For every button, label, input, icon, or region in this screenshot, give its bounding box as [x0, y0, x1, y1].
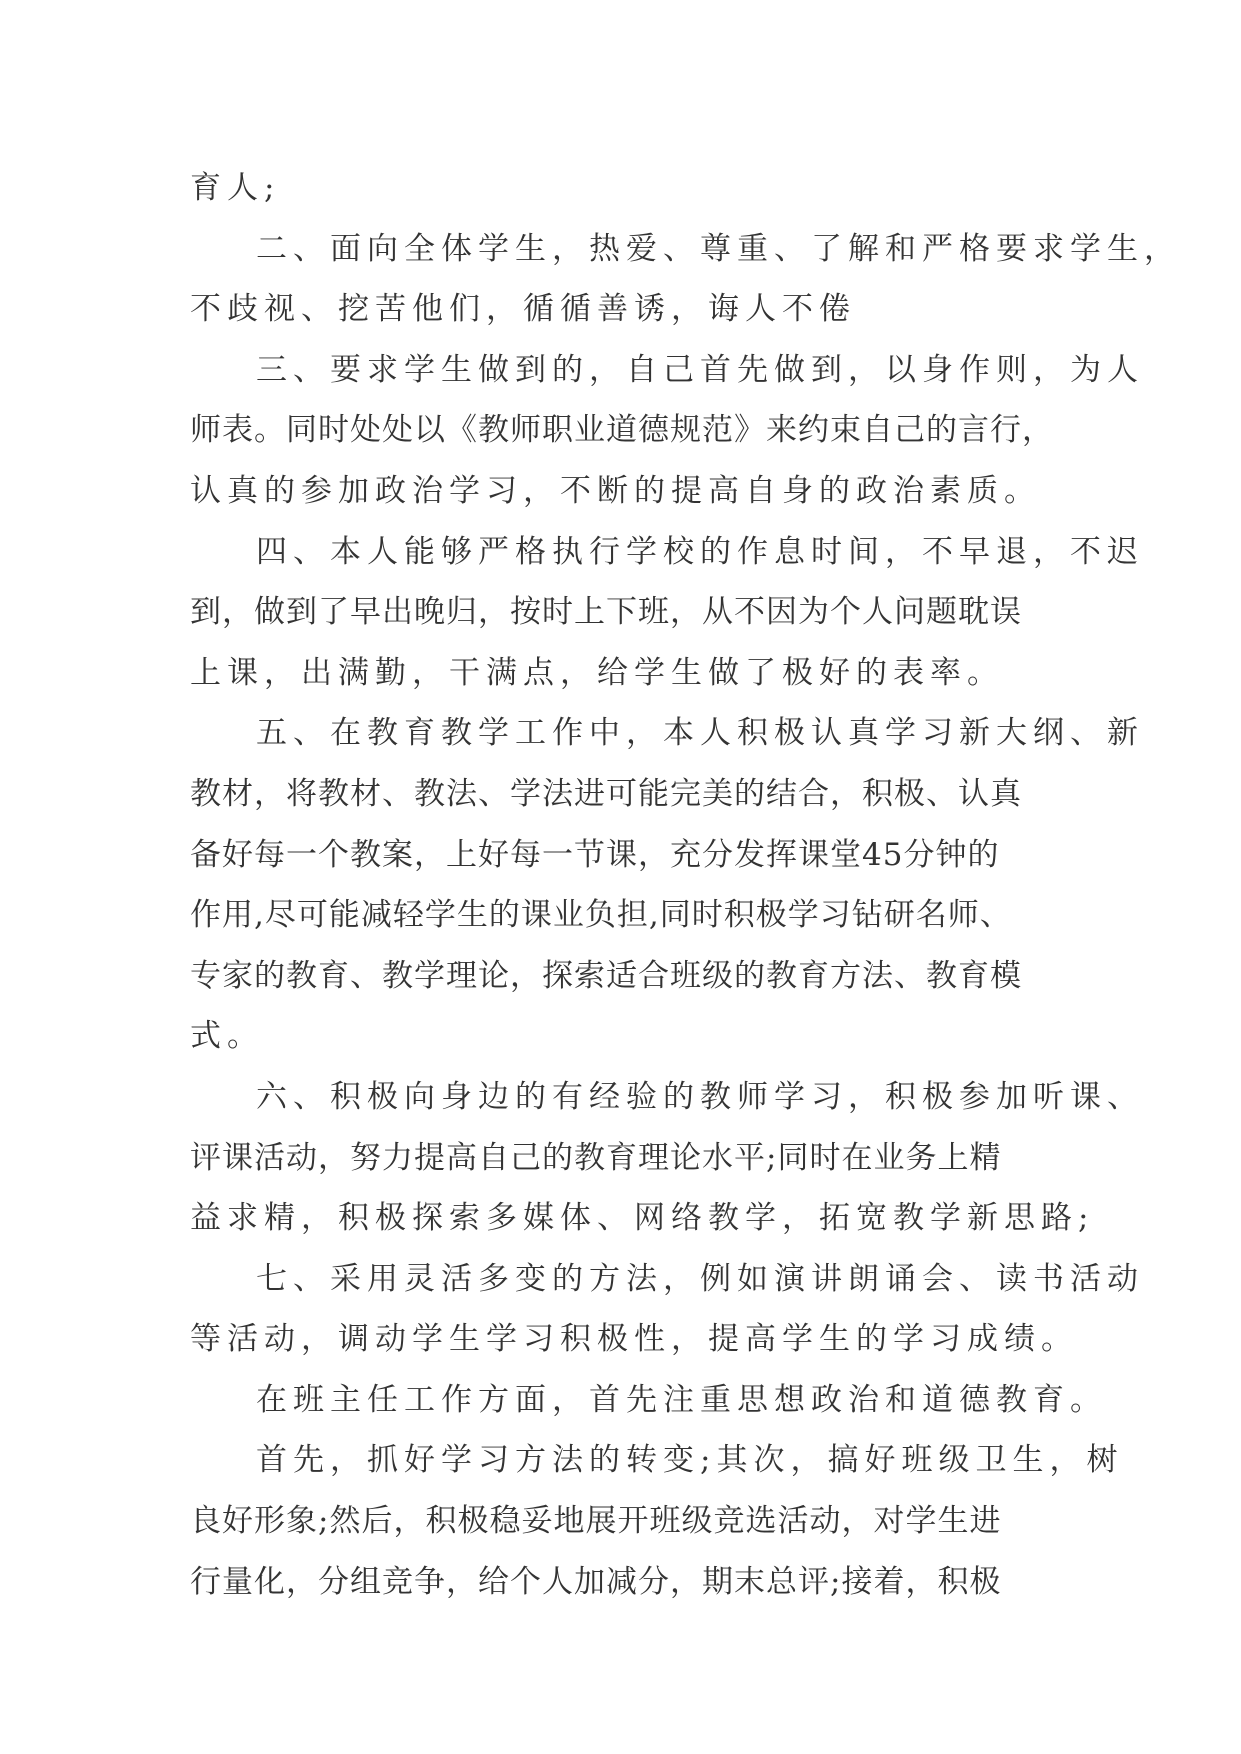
text-line: 益求精，积极探索多媒体、网络教学，拓宽教学新思路;	[190, 1200, 1095, 1237]
text-line: 认真的参加政治学习，不断的提高自身的政治素质。	[190, 472, 1041, 509]
paragraph-5-line-1: 五、在教育教学工作中，本人积极认真学习新大纲、新	[256, 715, 1144, 752]
text-line: 等活动，调动学生学习积极性，提高学生的学习成绩。	[190, 1321, 1078, 1358]
text-line: 良好形象;然后，积极稳妥地展开班级竞选活动，对学生进	[190, 1503, 1002, 1540]
paragraph-8-line-1: 在班主任工作方面，首先注重思想政治和道德教育。	[256, 1381, 1107, 1418]
paragraph-2-line-1: 二、面向全体学生，热爱、尊重、了解和严格要求学生，	[256, 230, 1181, 267]
paragraph-3-line-1: 三、要求学生做到的，自己首先做到，以身作则，为人	[256, 351, 1144, 388]
text-line: 作用,尽可能减轻学生的课业负担,同时积极学习钻研名师、	[190, 897, 1012, 934]
text-line: 备好每一个教案，上好每一节课，充分发挥课堂45分钟的	[190, 836, 1000, 873]
paragraph-4-line-1: 四、本人能够严格执行学校的作息时间，不早退，不迟	[256, 533, 1144, 570]
document-body	[190, 158, 1181, 1612]
text-line: 教材，将教材、教法、学法进可能完美的结合，积极、认真	[190, 775, 1022, 812]
text-line: 行量化，分组竞争，给个人加减分，期末总评;接着，积极	[190, 1563, 1002, 1600]
text-line: 专家的教育、教学理论，探索适合班级的教育方法、教育模	[190, 957, 1022, 994]
text-line: 师表。同时处处以《教师职业道德规范》来约束自己的言行，	[190, 412, 1054, 449]
paragraph-9-line-1: 首先，抓好学习方法的转变;其次，搞好班级卫生，树	[256, 1442, 1124, 1479]
text-line: 育人;	[190, 170, 281, 206]
text-line: 式。	[190, 1018, 264, 1055]
paragraph-7-line-1: 七、采用灵活多变的方法，例如演讲朗诵会、读书活动	[256, 1260, 1144, 1297]
text-line: 上课，出满勤，干满点，给学生做了极好的表率。	[190, 654, 1004, 691]
text-line: 到，做到了早出晚归，按时上下班，从不因为个人问题耽误	[190, 594, 1022, 631]
text-line: 评课活动，努力提高自己的教育理论水平;同时在业务上精	[190, 1139, 1002, 1176]
text-line: 不歧视、挖苦他们，循循善诱，诲人不倦	[190, 291, 856, 328]
paragraph-6-line-1: 六、积极向身边的有经验的教师学习，积极参加听课、	[256, 1078, 1144, 1115]
